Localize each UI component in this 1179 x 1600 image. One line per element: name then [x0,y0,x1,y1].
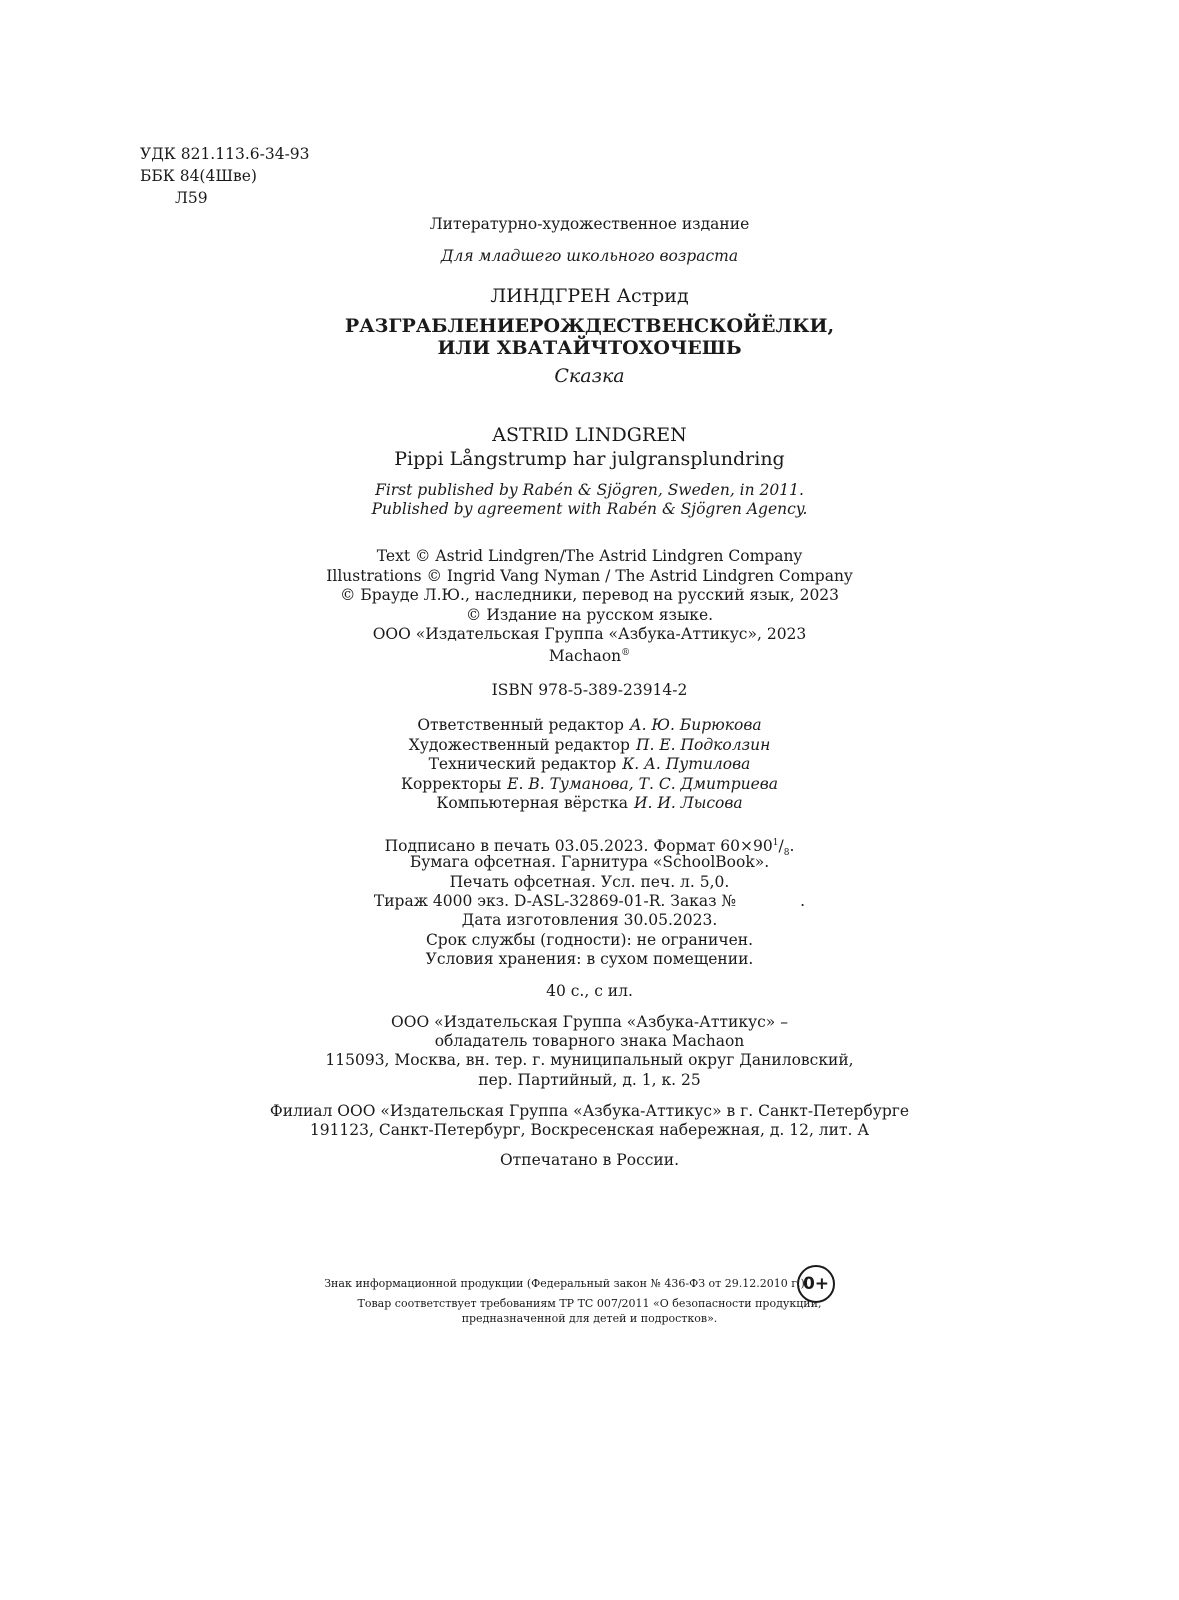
shelf-life: Срок службы (годности): не ограничен. [425,931,754,949]
imprint-label: Machaon [548,647,622,666]
print-run-end: . [800,892,806,910]
credit-role: Художественный редактор [408,736,630,754]
format-end: . [789,837,795,856]
age-rating-badge: 0+ [797,1265,835,1303]
credit-person: П. Е. Подколзин [635,736,771,754]
print-date: Дата изготовления 30.05.2023. [461,911,718,929]
copyright-translation: © Брауде Л.Ю., наследники, перевод на русский язык, 2023 [339,586,840,604]
original-author: ASTRID LINDGREN [492,424,687,446]
branch-name: Филиал ООО «Издательская Группа «Азбука-Аттикус» в г. Санкт-Петербурге [269,1102,910,1120]
print-run-text: Тираж 4000 экз. D-ASL-32869-01-R. Заказ № [373,892,737,910]
bbk-code: ББК 84(4Шве) [140,167,257,185]
book-author: ЛИНДГРЕН Астрид [490,285,689,307]
credit-role: Технический редактор [428,755,617,773]
publishing-agreement: Published by agreement with Rabén & Sjögren Agency. [371,500,808,518]
imprint-name [0,643,1179,666]
printed-in: Отпечатано в России. [499,1151,680,1169]
isbn: ISBN 978-5-389-23914-2 [491,681,688,699]
book-title-line1: РАЗГРАБЛЕНИЕРОЖДЕСТВЕНСКОЙЁЛКИ, [344,315,835,337]
branch-address: 191123, Санкт-Петербург, Воскресенская набережная, д. 12, лит. А [309,1121,870,1139]
credit-row [0,793,1179,813]
credit-row [0,715,1179,735]
registered-mark: ® [621,648,631,658]
compliance-line2: предназначенной для детей и подростков». [461,1312,718,1325]
age-group: Для младшего школьного возраста [440,247,739,265]
credit-person: И. И. Лысова [634,794,743,812]
copyright-publisher: ООО «Издательская Группа «Азбука-Аттикус», 2023 [372,625,807,643]
book-genre: Сказка [554,365,625,387]
copyright-edition: © Издание на русском языке. [465,606,714,624]
credit-role: Ответственный редактор [417,716,624,734]
publisher-address: 115093, Москва, вн. тер. г. муниципальный округ Даниловский, [325,1051,854,1069]
credit-person: К. А. Путилова [622,755,751,773]
credit-person: Е. В. Туманова, Т. С. Дмитриева [507,775,779,793]
credit-role: Корректоры [400,775,502,793]
print-signed: Подписано в печать 03.05.2023. Формат $60\times 90^1/_8$. [384,837,795,859]
info-mark-text: Знак информационной продукции (Федеральный закон № 436-ФЗ от 29.12.2010 г.) [324,1277,805,1290]
compliance-line1: Товар соответствует требованиям ТР ТС 007/2011 «О безопасности продукции, [357,1297,822,1310]
credit-person: А. Ю. Бирюкова [629,716,762,734]
copyright-text: Text © Astrid Lindgren/The Astrid Lindgren Company [376,547,803,565]
publisher-address-line2: пер. Партийный, д. 1, к. 25 [478,1071,701,1089]
first-published: First published by Rabén & Sjögren, Sweden, in 2011. [375,481,804,499]
print-run [0,891,1179,911]
credit-row [0,735,1179,755]
edition-type: Литературно-художественное издание [429,215,750,233]
publisher-name: ООО «Издательская Группа «Азбука-Аттикус» – [391,1013,788,1031]
print-paper: Бумага офсетная. Гарнитура «SchoolBook». [409,853,770,871]
copyright-illustrations: Illustrations © Ingrid Vang Nyman / The Astrid Lindgren Company [326,567,853,585]
udk-code: УДК 821.113.6-34-93 [140,145,310,163]
credit-row [0,754,1179,774]
print-method: Печать офсетная. Усл. печ. л. 5,0. [449,873,730,891]
author-mark: Л59 [175,189,208,207]
credit-row [0,774,1179,794]
format-numerator: 1 [772,838,779,848]
print-signed-text: Подписано в печать 03.05.2023. Формат 60×90 [384,837,773,856]
original-title: Pippi Långstrump har julgransplundring [394,448,785,470]
book-title-line2: ИЛИ ХВАТАЙЧТОХОЧЕШЬ [437,337,742,359]
credit-role: Компьютерная вёрстка [436,794,629,812]
page-count: 40 с., с ил. [546,982,633,1000]
format-denominator: 8 [783,848,790,859]
storage-conditions: Условия хранения: в сухом помещении. [425,950,754,968]
publisher-trademark: обладатель товарного знака Machaon [434,1032,745,1050]
